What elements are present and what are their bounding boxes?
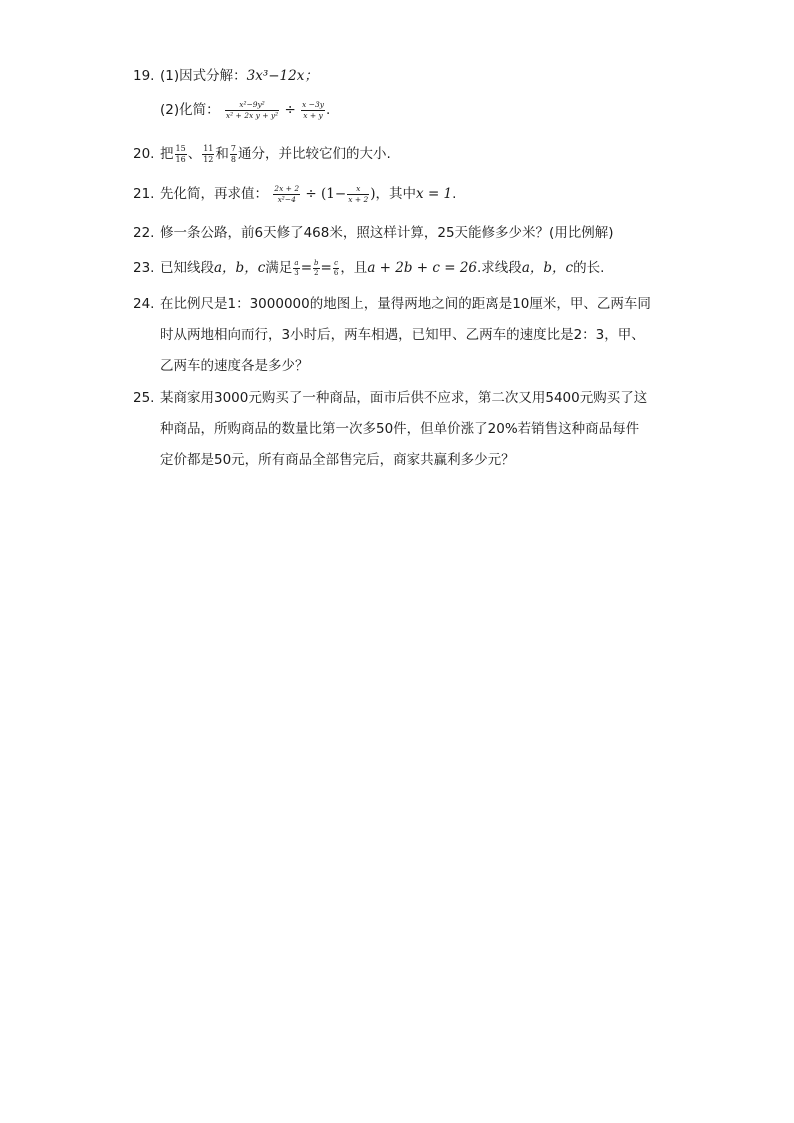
part1-label: (1)因式分解： — [160, 68, 247, 84]
part1-expression: 3x³−12x； — [246, 68, 318, 84]
question-text-line: 在比例尺是1：3000000的地图上，量得两地之间的距离是10厘米，甲、乙两车同 — [160, 296, 651, 312]
question-24 — [133, 289, 673, 382]
question-22 — [133, 218, 673, 249]
question-text-line: 乙两车的速度各是多少？ — [160, 358, 309, 374]
question-number: 25. — [133, 390, 155, 406]
question-text-line: 定价都是50元，所有商品全部售完后，商家共赢利多少元？ — [160, 452, 515, 468]
question-23: 23. 已知线段a，b，c满足 $\frac{a}{3}$ = $\frac{b}{2}$ = $\frac{c}{6}$ ，且a + 2b + c = 26.求线段a，b，c的长. — [133, 253, 673, 284]
question-text-line: 某商家用3000元购买了一种商品，面市后供不应求，第二次又用5400元购买了这 — [160, 390, 648, 406]
question-number: 23. — [133, 260, 155, 276]
question-text: 修一条公路，前6天修了468米，照这样计算，25天能修多少米？(用比例解) — [160, 225, 614, 241]
fraction: $\frac{x}{x + 2}$ — [348, 184, 369, 204]
question-number: 19. — [133, 68, 155, 84]
question-19: 19. (1)因式分解：3x³−12x； (2)化简： $\frac{\text{x²−9y²}}{\text{x² + 2x y + y²}}$ ÷ $\frac{x -3y}{x + y}$ . — [133, 61, 673, 126]
question-number: 22. — [133, 225, 155, 241]
question-21: 21. 先化简，再求值： $\frac{2x + 2}{\text{x²−4}}$ ÷ (1− $\frac{x}{x + 2}$ )，其中x = 1. — [133, 179, 673, 210]
question-text-line: 种商品，所购商品的数量比第一次多50件，但单价涨了20%若销售这种商品每件 — [160, 421, 640, 437]
question-number: 21. — [133, 186, 155, 202]
fraction: $\frac{2x + 2}{\text{x²−4}}$ — [274, 184, 300, 204]
fraction: $\frac{11}{12}$ — [203, 143, 214, 164]
question-text-line: 时从两地相向而行，3小时后，两车相遇，已知甲、乙两车的速度比是2：3，甲、 — [160, 327, 645, 343]
question-number: 20. — [133, 146, 155, 162]
question-number: 24. — [133, 296, 155, 312]
fraction: $\frac{7}{8}$ — [230, 143, 236, 164]
question-25 — [133, 383, 673, 476]
fraction: $\frac{c}{6}$ — [333, 258, 339, 277]
question-20: 20. 把 $\frac{15}{16}$ 、 $\frac{11}{12}$ 和 $\frac{7}{8}$ 通分，并比较它们的大小. — [133, 139, 673, 170]
fraction: $\frac{\text{x²−9y²}}{\text{x² + 2x y + y²}}$ — [225, 100, 279, 120]
part2-label: (2)化简： — [160, 102, 220, 118]
fraction: $\frac{a}{3}$ — [294, 258, 299, 277]
fraction: $\frac{15}{16}$ — [175, 143, 186, 164]
fraction: $\frac{b}{2}$ — [314, 258, 319, 277]
fraction: $\frac{x -3y}{x + y}$ — [302, 100, 324, 120]
